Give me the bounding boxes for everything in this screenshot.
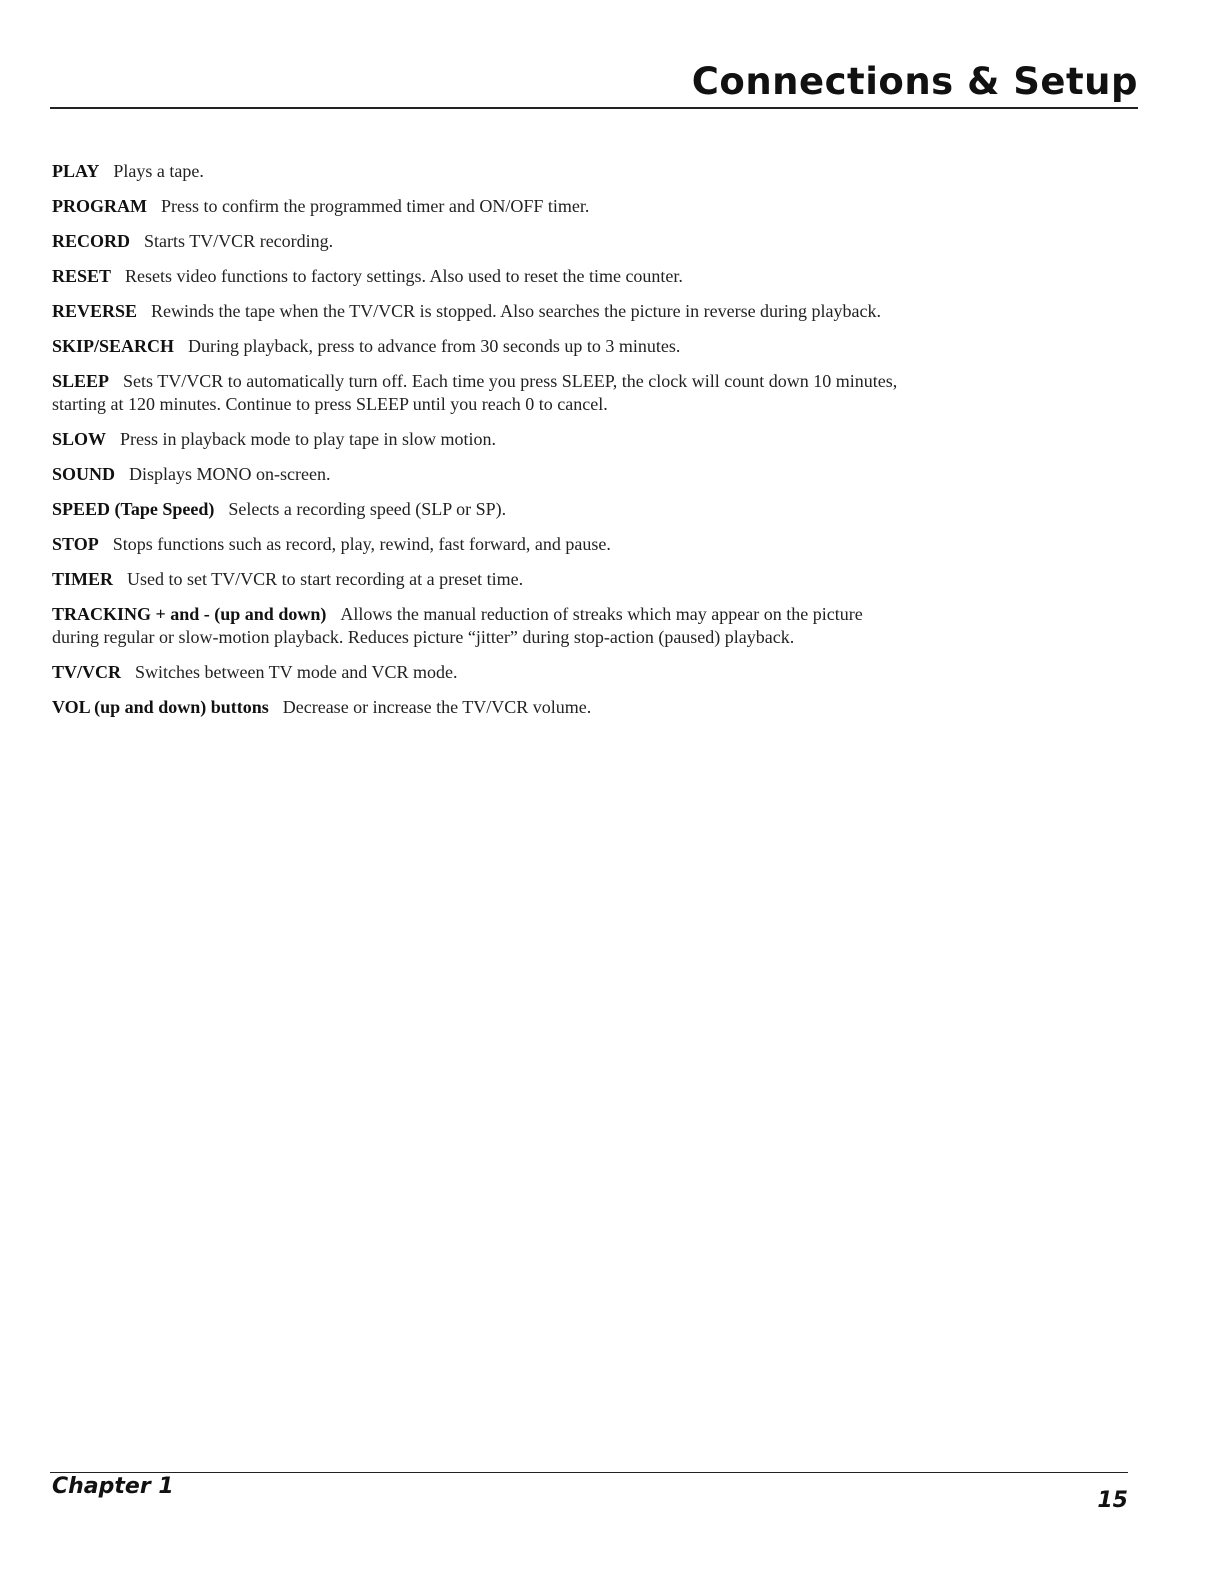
entry-term: SKIP/SEARCH xyxy=(52,336,175,356)
entry-term: TRACKING + and - (up and down) xyxy=(52,604,327,624)
page-number: 15 xyxy=(1097,1488,1128,1513)
entry-description: During playback, press to advance from 30 seconds up to 3 minutes. xyxy=(188,336,681,356)
entry-term: SLEEP xyxy=(52,371,110,391)
glossary-entry-tv-vcr xyxy=(52,661,902,684)
entry-description: Starts TV/VCR recording. xyxy=(144,231,334,251)
entry-term: RECORD xyxy=(52,231,131,251)
glossary-entry-skip-search xyxy=(52,335,902,358)
glossary-entry-sound xyxy=(52,463,902,486)
entry-description: Displays MONO on-screen. xyxy=(129,464,331,484)
entry-term: RESET xyxy=(52,266,112,286)
button-glossary xyxy=(52,160,902,731)
entry-description: Press in playback mode to play tape in slow motion. xyxy=(120,429,496,449)
glossary-entry-reverse xyxy=(52,300,902,323)
entry-term: REVERSE xyxy=(52,301,138,321)
entry-term: PROGRAM xyxy=(52,196,147,216)
entry-term: VOL (up and down) buttons xyxy=(52,697,269,717)
glossary-entry-tracking xyxy=(52,603,902,649)
entry-description: Decrease or increase the TV/VCR volume. xyxy=(282,697,592,717)
footer-rule xyxy=(50,1472,1128,1473)
entry-description: Plays a tape. xyxy=(113,161,204,181)
entry-description: Rewinds the tape when the TV/VCR is stopped. Also searches the picture in reverse during playback. xyxy=(151,301,882,321)
entry-description: Sets TV/VCR to automatically turn off. Each time you press SLEEP, the clock will count down 10 minutes, starting at 120 minutes. Continue to press SLEEP until you reach 0 to cancel. xyxy=(52,371,898,414)
header-rule xyxy=(50,107,1138,109)
entry-description: Press to confirm the programmed timer and ON/OFF timer. xyxy=(160,196,590,216)
entry-term: SPEED (Tape Speed) xyxy=(52,499,215,519)
glossary-entry-vol xyxy=(52,696,902,719)
entry-description: Resets video functions to factory settings. Also used to reset the time counter. xyxy=(125,266,683,286)
entry-description: Used to set TV/VCR to start recording at a preset time. xyxy=(127,569,524,589)
entry-term: SLOW xyxy=(52,429,107,449)
entry-description: Stops functions such as record, play, rewind, fast forward, and pause. xyxy=(112,534,611,554)
glossary-entry-speed xyxy=(52,498,902,521)
page-title: Connections & Setup xyxy=(691,60,1138,103)
entry-description: Allows the manual reduction of streaks which may appear on the picture during regular or slow-motion playback. Reduces picture “jitter” during stop-action (paused) playback. xyxy=(52,604,863,647)
entry-term: PLAY xyxy=(52,161,100,181)
glossary-entry-timer xyxy=(52,568,902,591)
glossary-entry-program xyxy=(52,195,902,218)
entry-term: TIMER xyxy=(52,569,114,589)
glossary-entry-play xyxy=(52,160,902,183)
glossary-entry-record xyxy=(52,230,902,253)
glossary-entry-slow xyxy=(52,428,902,451)
entry-description: Selects a recording speed (SLP or SP). xyxy=(228,499,507,519)
entry-term: SOUND xyxy=(52,464,116,484)
entry-description: Switches between TV mode and VCR mode. xyxy=(135,662,458,682)
glossary-entry-sleep xyxy=(52,370,902,416)
entry-term: STOP xyxy=(52,534,99,554)
glossary-entry-reset xyxy=(52,265,902,288)
page-header xyxy=(50,60,1138,116)
entry-term: TV/VCR xyxy=(52,662,122,682)
chapter-label: Chapter 1 xyxy=(52,1474,174,1499)
glossary-entry-stop xyxy=(52,533,902,556)
